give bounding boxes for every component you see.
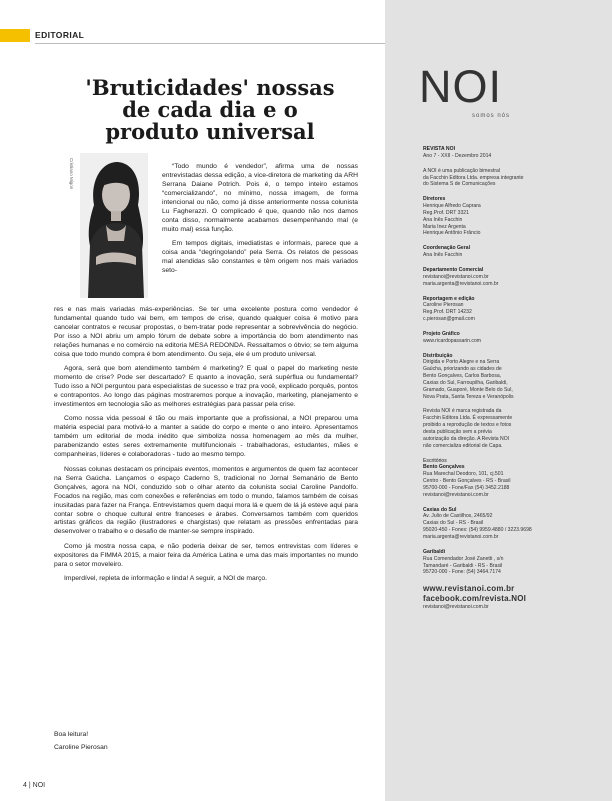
colophon-heading: Bento Gonçalves bbox=[423, 464, 465, 471]
colophon-line: Facchin Editora Ltda. É expressamente bbox=[423, 415, 513, 422]
title-line: de cada dia e o bbox=[122, 97, 298, 122]
colophon-block bbox=[423, 353, 593, 401]
colophon-line: desta publicação sem a prévia bbox=[423, 429, 492, 435]
colophon-block bbox=[423, 549, 593, 576]
paragraph: Como já mostra nossa capa, e não poderia deixar de ser, temos entrevistas com líderes e expositores da FIMMA 2015, a maior feira da América Latina e uma das mais importantes no mundo para o setor moveleiro. bbox=[54, 542, 358, 568]
colophon-block bbox=[423, 296, 593, 323]
colophon-line: Caxias do Sul, Farroupilha, Garibaldi, bbox=[423, 379, 508, 386]
colophon-heading: Departamento Comercial bbox=[423, 266, 484, 273]
magazine-logo: NOI bbox=[419, 61, 503, 112]
colophon-heading: Escritórios bbox=[423, 457, 447, 464]
colophon-line: 95700-000 - Fone/Fax (54) 3452.2188 bbox=[423, 484, 510, 491]
colophon-line: Henrique Alfredo Caprara bbox=[423, 203, 481, 210]
colophon-line: Gramado, Guaporé, Monte Belo do Sul, bbox=[423, 386, 513, 393]
colophon-line: Reg.Prof. DRT 3321 bbox=[423, 209, 469, 216]
colophon-link[interactable]: www.ricardopassarin.com bbox=[423, 337, 482, 344]
colophon-block bbox=[423, 245, 593, 259]
contact-email[interactable]: revistanoi@revistanoi.com.br bbox=[423, 604, 489, 611]
paragraph: “Todo mundo é vendedor”, afirma uma de nossas entrevistadas dessa edição, a vice-diretora de marketing da ARH Serrana Daiane Potrich. Pois é, o tempo inteiro estamos “comercializando”, no mínimo, nossa imagem, de forma intencional ou não, como já disse anteriormente nossa colunista Lu Fagherazzi. O complicado é que, quando não nos damos conta disso, normalmente acabamos desempenhando mal (e muito mal) essa função. bbox=[162, 163, 358, 233]
page-footer bbox=[23, 782, 45, 789]
author-photo bbox=[80, 153, 148, 298]
colophon-line: Ana Inês Facchin bbox=[423, 216, 463, 223]
colophon-block bbox=[423, 267, 593, 288]
colophon-line: Caroline Pierosan bbox=[423, 302, 464, 309]
colophon-block bbox=[423, 331, 593, 345]
website-link[interactable]: www.revistanoi.com.br bbox=[423, 584, 515, 594]
colophon-line: 95020-450 - Fones: (54) 9959.4880 / 3223.9698 bbox=[423, 527, 532, 534]
colophon-line: 95720-000 - Fone: (54) 3464.7174 bbox=[423, 569, 501, 576]
paragraph: Nossas colunas destacam os principais eventos, momentos e argumentos de quem faz acontecer na Serra Gaúcha. Lançamos o espaço Caderno S, tradicional no Jornal Semanário de Bento Gonçalves, agora na NOI, conduzido sob o olhar atento da colunista social Caroline Pandolfo. Focados na região, mas com conexões e referências em todo o mundo, falamos também de coisas inusitadas para fazer na França. Entrevistamos quem daqui mora lá e quem de lá já esteve aqui para contar sobre o choque cultural entre franceses e árabes. Conversamos também com queridos artistas gráficos da região (ilustradores e chargistas) que relatam as pressões enfrentadas para desenvolver o trabalho e o desafio de manter-se sempre inspirado. bbox=[54, 465, 358, 536]
colophon bbox=[423, 146, 593, 619]
title-line: 'Bruticidades' nossas bbox=[85, 75, 335, 100]
colophon-line: autorização da direção. A Revista NOI bbox=[423, 435, 510, 442]
section-divider bbox=[35, 43, 385, 44]
photo-credit-text: Cristiano Migon bbox=[69, 158, 74, 190]
colophon-heading: Diretores bbox=[423, 196, 446, 203]
colophon-heading: Distribuição bbox=[423, 352, 453, 359]
colophon-link[interactable]: revistanoi@revistanoi.com.br bbox=[423, 491, 489, 498]
colophon-line: Caxias do Sul - RS - Brasil bbox=[423, 520, 484, 527]
colophon-link[interactable]: revistanoi@revistanoi.com.br bbox=[423, 273, 489, 280]
colophon-line: Reg.Prof. DRT 14232 bbox=[423, 309, 472, 316]
colophon-line: não comercializa editorial de Capa. bbox=[423, 442, 503, 449]
colophon-heading: Reportagem e edição bbox=[423, 295, 475, 302]
colophon-line: A NOI é uma publicação bimestral bbox=[423, 167, 501, 174]
article-intro bbox=[162, 163, 358, 276]
magazine-logo-tagline: somos nós bbox=[472, 113, 511, 119]
colophon-line: Rua Marechal Deodoro, 101, cj.501 bbox=[423, 471, 504, 478]
colophon-web bbox=[423, 584, 593, 611]
colophon-line: Dirigida e Porto Alegre e na Serra bbox=[423, 359, 500, 366]
colophon-block bbox=[423, 196, 593, 237]
colophon-heading: Garibaldi bbox=[423, 548, 446, 555]
title-line: produto universal bbox=[105, 119, 315, 144]
colophon-block bbox=[423, 464, 593, 498]
article-body bbox=[54, 306, 358, 584]
colophon-block bbox=[423, 168, 593, 189]
colophon-link[interactable]: maria.argenta@revistanoi.com.br bbox=[423, 533, 499, 540]
colophon-block bbox=[423, 146, 593, 160]
colophon-link[interactable]: c.pierosan@gmail.com bbox=[423, 316, 475, 323]
colophon-line: Av. Julio de Castilhos, 2465/92 bbox=[423, 513, 493, 520]
colophon-line: proibido a reprodução de textos e fotos bbox=[423, 422, 512, 429]
colophon-blocks bbox=[423, 146, 593, 576]
paragraph: Como nossa vida pessoal é tão ou mais importante que a profissional, a NOI preparou uma matéria especial para motivá-lo a manter a saúde do corpo e mente o ano inteiro. Apresentamos também um editorial de moda inédito que simboliza nossa homenagem ao mês da mulher, parabenizando estes seres extremamente multifuncionais - trabalhadoras, estudantes, mães e companheiras, líderes e colaboradoras - tudo ao mesmo tempo. bbox=[54, 415, 358, 459]
colophon-line: do Sistema S de Comunicações bbox=[423, 181, 496, 188]
colophon-line: Maria Inez Argenta bbox=[423, 223, 466, 230]
signoff bbox=[54, 731, 108, 753]
paragraph: Agora, será que bom atendimento também é marketing? E qual o papel do marketing neste momento de crise? Pode ser descartado? E quanto a inovação, será supérflua ou fundamental? Tudo isso a NOI perguntou para especialistas de sucesso e traz pra você, explicado porquês, pontos e contrapontos. Ao longo das páginas mostraremos porque a inovação, marketing, planejamento e investimentos em tecnologia são as melhores estratégias para passar pela crise. bbox=[54, 365, 358, 409]
colophon-line: Revista NOI é marca registrada da bbox=[423, 408, 502, 415]
colophon-link[interactable]: maria.argenta@revistanoi.com.br bbox=[423, 280, 499, 287]
colophon-line: Henrique Antônio Frâncio bbox=[423, 230, 481, 237]
article-title bbox=[60, 77, 360, 143]
colophon-line: Tamandaré - Garibaldi - RS - Brasil bbox=[423, 562, 503, 569]
colophon-line: da Facchin Editora Ltda. empresa integrante bbox=[423, 174, 524, 181]
paragraph: Imperdível, repleta de informação e linda! A seguir, a NOI de março. bbox=[64, 575, 267, 583]
colophon-line: Gaúcha, priorizando as cidades de bbox=[423, 366, 502, 373]
signoff-author: Caroline Pierosan bbox=[54, 743, 108, 751]
colophon-line: Centro - Bento Gonçalves - RS - Brasil bbox=[423, 478, 511, 485]
section-color-tag bbox=[0, 29, 30, 42]
section-label: EDITORIAL bbox=[35, 30, 85, 40]
page-number: 4 bbox=[23, 782, 27, 789]
paragraph: Em tempos digitais, imediatistas e informais, parece que a coisa anda “degringolando” pela Serra. Os relatos de pessoas mal atendidas são constantes e têm origem nos mais variados seto- bbox=[162, 240, 358, 274]
footer-brand: NOI bbox=[32, 782, 46, 789]
colophon-heading: Coordenação Geral bbox=[423, 245, 470, 252]
colophon-line: Nova Prata, Santa Tereza e Veranópolis bbox=[423, 393, 514, 400]
footer-separator: | bbox=[28, 782, 31, 789]
colophon-block bbox=[423, 458, 593, 465]
colophon-line: Bento Gonçalves, Carlos Barbosa, bbox=[423, 373, 502, 380]
colophon-line: Rua Comendador José Zanetti , s/n bbox=[423, 555, 504, 562]
paragraph: res e nas mais variadas más-experiências. Se ter uma excelente postura como vendedor é fundamental quando tudo vai bem, em tempos de crise, quando qualquer coisa é motivo para cancelar contratos e recusar propostas, o bem-tratar pode representar a sobrevivência do negócio. Por isso a NOI abriu um amplo fórum de debate sobre a importância do bom atendimento nas relações humanas e no comércio na editoria MESA REDONDA. Ressaltamos o óbvio; se tem alguma coisa que todo mundo compra é bom atendimento. Ou seja, ele é um produto universal. bbox=[54, 306, 358, 358]
photo-credit bbox=[66, 158, 76, 218]
colophon-line: Ano 7 - XXII - Dezembro 2014 bbox=[423, 152, 492, 159]
colophon-heading: REVISTA NOI bbox=[423, 146, 455, 152]
colophon-heading: Projeto Gráfico bbox=[423, 330, 460, 337]
colophon-block bbox=[423, 507, 593, 541]
colophon-heading: Caxias do Sul bbox=[423, 506, 457, 513]
colophon-block bbox=[423, 408, 593, 449]
colophon-line: Ana Inês Facchin bbox=[423, 252, 463, 259]
author-portrait-illustration bbox=[80, 153, 148, 298]
signoff-greeting: Boa leitura! bbox=[54, 731, 89, 738]
facebook-link[interactable]: facebook.com/revista.NOI bbox=[423, 594, 527, 604]
